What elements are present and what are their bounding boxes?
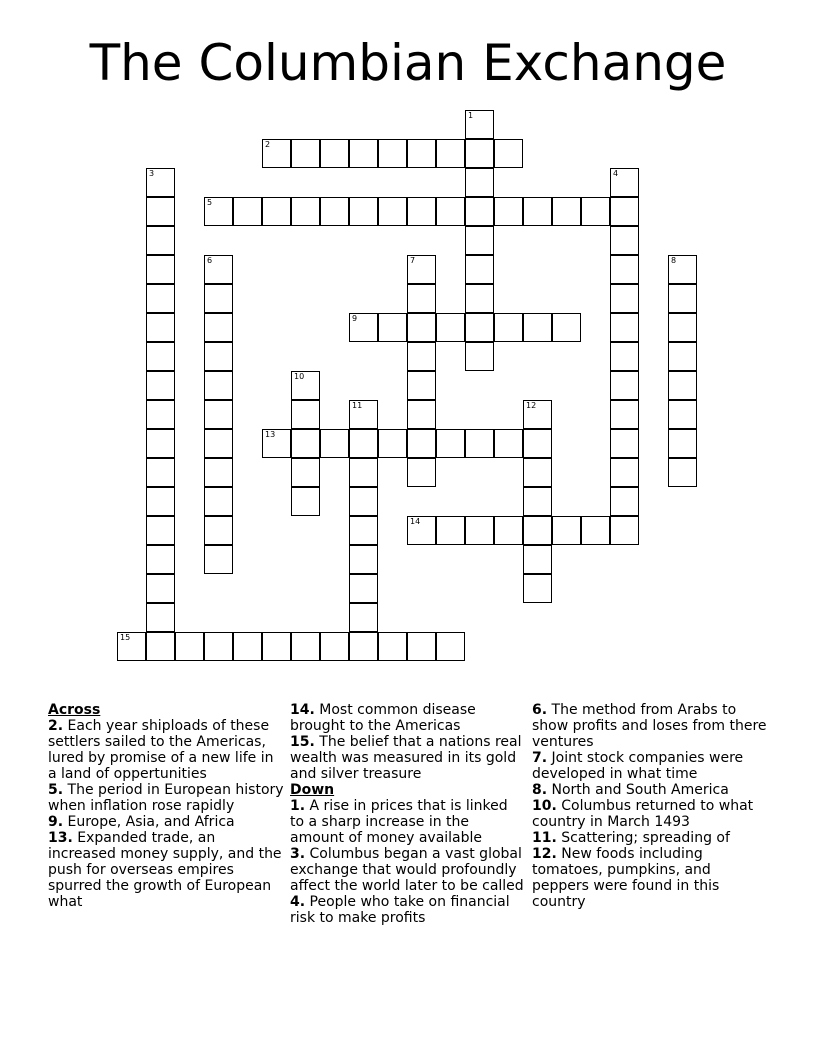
grid-cell[interactable] [465, 342, 494, 371]
grid-cell[interactable] [349, 139, 378, 168]
grid-cell[interactable] [291, 371, 320, 400]
grid-cell[interactable] [407, 371, 436, 400]
grid-cell[interactable] [494, 313, 523, 342]
grid-cell[interactable] [407, 516, 436, 545]
clue-number-5: 5 [207, 198, 213, 207]
grid-cell[interactable] [552, 313, 581, 342]
grid-cell[interactable] [378, 429, 407, 458]
clue-number-3: 3 [149, 169, 155, 178]
grid-cell[interactable] [494, 429, 523, 458]
grid-cell[interactable] [436, 632, 465, 661]
grid-cell[interactable] [610, 487, 639, 516]
clue-number-9: 9 [352, 314, 358, 323]
grid-cell[interactable] [291, 458, 320, 487]
grid-cell[interactable] [349, 487, 378, 516]
grid-cell[interactable] [523, 313, 552, 342]
grid-cell[interactable] [523, 197, 552, 226]
grid-cell[interactable] [291, 197, 320, 226]
clue-number-2: 2 [265, 140, 271, 149]
grid-cell[interactable] [407, 313, 436, 342]
grid-cell[interactable] [146, 400, 175, 429]
clue-number-14: 14 [410, 517, 421, 526]
grid-cell[interactable] [407, 342, 436, 371]
grid-cell[interactable] [465, 313, 494, 342]
grid-cell[interactable] [146, 574, 175, 603]
clues-column-2 [290, 702, 526, 926]
clue-down-10: 10. Columbus returned to what country in March 1493 [532, 798, 754, 830]
clues-column-1 [48, 702, 284, 910]
clue-across-13: 13. Expanded trade, an increased money supply, and the push for overseas empires spurred the growth of European what [48, 830, 282, 910]
grid-cell[interactable] [407, 197, 436, 226]
clue-number-8: 8 [671, 256, 677, 265]
grid-cell[interactable] [668, 342, 697, 371]
grid-cell[interactable] [581, 197, 610, 226]
grid-cell[interactable] [146, 284, 175, 313]
grid-cell[interactable] [610, 255, 639, 284]
grid-cell[interactable] [494, 516, 523, 545]
grid-cell[interactable] [378, 197, 407, 226]
grid-cell[interactable] [233, 197, 262, 226]
grid-cell[interactable] [465, 284, 494, 313]
grid-cell[interactable] [349, 429, 378, 458]
grid-cell[interactable] [610, 313, 639, 342]
grid-cell[interactable] [291, 139, 320, 168]
grid-cell[interactable] [494, 197, 523, 226]
clue-number-11: 11 [352, 401, 363, 410]
grid-cell[interactable] [378, 632, 407, 661]
grid-cell[interactable] [146, 632, 175, 661]
clue-down-3: 3. Columbus began a vast global exchange that would profoundly affect the world later to be called [290, 846, 524, 894]
grid-cell[interactable] [407, 255, 436, 284]
grid-cell[interactable] [262, 197, 291, 226]
grid-cell[interactable] [320, 139, 349, 168]
grid-cell[interactable] [436, 139, 465, 168]
clue-number-12: 12 [526, 401, 537, 410]
clue-number-6: 6 [207, 256, 213, 265]
grid-cell[interactable] [523, 400, 552, 429]
grid-cell[interactable] [291, 429, 320, 458]
clue-number-13: 13 [265, 430, 276, 439]
grid-cell[interactable] [378, 139, 407, 168]
grid-cell[interactable] [349, 458, 378, 487]
grid-cell[interactable] [610, 197, 639, 226]
grid-cell[interactable] [262, 632, 291, 661]
grid-cell[interactable] [349, 197, 378, 226]
grid-cell[interactable] [407, 458, 436, 487]
grid-cell[interactable] [204, 487, 233, 516]
grid-cell[interactable] [407, 632, 436, 661]
grid-cell[interactable] [465, 110, 494, 139]
grid-cell[interactable] [407, 139, 436, 168]
grid-cell[interactable] [610, 458, 639, 487]
grid-cell[interactable] [146, 168, 175, 197]
grid-cell[interactable] [552, 197, 581, 226]
clue-down-8: 8. North and South America [532, 782, 729, 798]
grid-cell[interactable] [668, 255, 697, 284]
grid-cell[interactable] [320, 429, 349, 458]
grid-cell[interactable] [349, 574, 378, 603]
grid-cell[interactable] [349, 603, 378, 632]
grid-cell[interactable] [175, 632, 204, 661]
grid-cell[interactable] [523, 545, 552, 574]
grid-cell[interactable] [233, 632, 262, 661]
grid-cell[interactable] [523, 487, 552, 516]
across-heading: Across [48, 702, 101, 718]
grid-cell[interactable] [610, 168, 639, 197]
grid-cell[interactable] [262, 139, 291, 168]
grid-cell[interactable] [465, 139, 494, 168]
grid-cell[interactable] [436, 516, 465, 545]
clues-column-3 [532, 702, 768, 910]
grid-cell[interactable] [204, 197, 233, 226]
grid-cell[interactable] [465, 255, 494, 284]
grid-cell[interactable] [494, 139, 523, 168]
grid-cell[interactable] [523, 574, 552, 603]
grid-cell[interactable] [668, 313, 697, 342]
grid-cell[interactable] [349, 545, 378, 574]
grid-cell[interactable] [610, 429, 639, 458]
clue-down-6: 6. The method from Arabs to show profits and loses from there ventures [532, 702, 767, 750]
clue-across-15: 15. The belief that a nations real wealth was measured in its gold and silver treasure [290, 734, 522, 782]
grid-cell[interactable] [204, 458, 233, 487]
grid-cell[interactable] [523, 516, 552, 545]
grid-cell[interactable] [465, 226, 494, 255]
grid-cell[interactable] [262, 429, 291, 458]
grid-cell[interactable] [146, 545, 175, 574]
grid-cell[interactable] [320, 197, 349, 226]
grid-cell[interactable] [668, 371, 697, 400]
grid-cell[interactable] [523, 458, 552, 487]
grid-cell[interactable] [610, 226, 639, 255]
clue-across-9: 9. Europe, Asia, and Africa [48, 814, 235, 830]
grid-cell[interactable] [610, 400, 639, 429]
grid-cell[interactable] [291, 487, 320, 516]
grid-cell[interactable] [349, 313, 378, 342]
grid-cell[interactable] [204, 400, 233, 429]
grid-cell[interactable] [407, 429, 436, 458]
clue-down-4: 4. People who take on financial risk to make profits [290, 894, 510, 926]
grid-cell[interactable] [204, 545, 233, 574]
grid-cell[interactable] [146, 255, 175, 284]
grid-cell[interactable] [291, 400, 320, 429]
grid-cell[interactable] [407, 400, 436, 429]
clue-down-12: 12. New foods including tomatoes, pumpkins, and peppers were found in this country [532, 846, 720, 910]
grid-cell[interactable] [117, 632, 146, 661]
grid-cell[interactable] [523, 429, 552, 458]
grid-cell[interactable] [610, 516, 639, 545]
grid-cell[interactable] [668, 429, 697, 458]
clue-number-4: 4 [613, 169, 619, 178]
grid-cell[interactable] [668, 400, 697, 429]
clue-down-11: 11. Scattering; spreading of [532, 830, 730, 846]
grid-cell[interactable] [146, 226, 175, 255]
grid-cell[interactable] [204, 371, 233, 400]
grid-cell[interactable] [204, 284, 233, 313]
grid-cell[interactable] [465, 197, 494, 226]
clue-number-15: 15 [120, 633, 131, 642]
grid-cell[interactable] [204, 632, 233, 661]
grid-cell[interactable] [204, 255, 233, 284]
grid-cell[interactable] [349, 516, 378, 545]
grid-cell[interactable] [465, 429, 494, 458]
grid-cell[interactable] [146, 371, 175, 400]
grid-cell[interactable] [610, 284, 639, 313]
grid-cell[interactable] [146, 342, 175, 371]
grid-cell[interactable] [146, 458, 175, 487]
clue-number-1: 1 [468, 111, 474, 120]
grid-cell[interactable] [407, 284, 436, 313]
grid-cell[interactable] [349, 632, 378, 661]
grid-cell[interactable] [204, 313, 233, 342]
grid-cell[interactable] [204, 516, 233, 545]
grid-cell[interactable] [668, 284, 697, 313]
grid-cell[interactable] [436, 313, 465, 342]
grid-cell[interactable] [610, 371, 639, 400]
clue-down-7: 7. Joint stock companies were developed in what time [532, 750, 744, 782]
clue-number-7: 7 [410, 256, 416, 265]
grid-cell[interactable] [668, 458, 697, 487]
grid-cell[interactable] [146, 197, 175, 226]
grid-cell[interactable] [349, 400, 378, 429]
clue-down-1: 1. A rise in prices that is linked to a sharp increase in the amount of money available [290, 798, 508, 846]
clue-across-2: 2. Each year shiploads of these settlers sailed to the Americas, lured by promise of a new life in a land of oppertunities [48, 718, 274, 782]
grid-cell[interactable] [436, 197, 465, 226]
grid-cell[interactable] [291, 632, 320, 661]
grid-cell[interactable] [378, 313, 407, 342]
grid-cell[interactable] [146, 603, 175, 632]
grid-cell[interactable] [552, 516, 581, 545]
clue-number-10: 10 [294, 372, 305, 381]
grid-cell[interactable] [465, 168, 494, 197]
clue-across-14: 14. Most common disease brought to the Americas [290, 702, 476, 734]
grid-cell[interactable] [320, 632, 349, 661]
grid-cell[interactable] [204, 342, 233, 371]
grid-cell[interactable] [146, 516, 175, 545]
grid-cell[interactable] [146, 313, 175, 342]
grid-cell[interactable] [146, 429, 175, 458]
clue-across-5: 5. The period in European history when inflation rose rapidly [48, 782, 284, 814]
grid-cell[interactable] [436, 429, 465, 458]
grid-cell[interactable] [465, 516, 494, 545]
grid-cell[interactable] [204, 429, 233, 458]
grid-cell[interactable] [146, 487, 175, 516]
grid-cell[interactable] [610, 342, 639, 371]
grid-cell[interactable] [581, 516, 610, 545]
down-heading: Down [290, 782, 335, 798]
puzzle-title: The Columbian Exchange [89, 34, 727, 92]
